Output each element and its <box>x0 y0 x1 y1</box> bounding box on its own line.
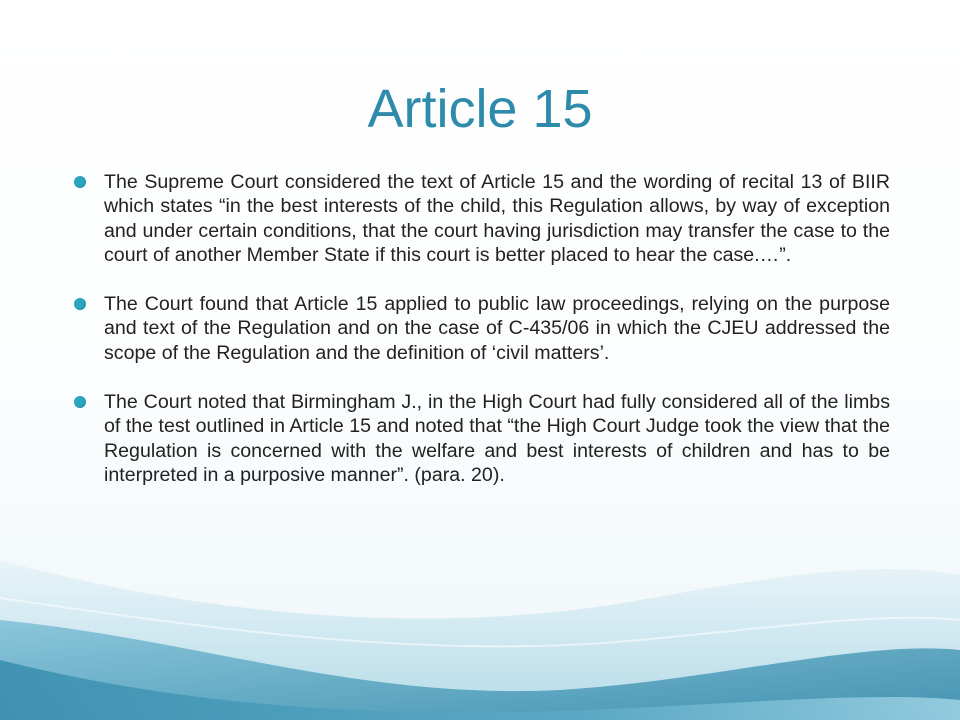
bullet-list <box>70 170 890 512</box>
bullet-dot-icon <box>74 298 86 310</box>
bullet-text: The Supreme Court considered the text of Article 15 and the wording of recital 13 of BIIR which states “in the best interests of the child, this Regulation allows, by way of exception and under certain conditions, that the court having jurisdiction may transfer the case to the court of another Member State if this court is better placed to hear the case.…”. <box>104 171 890 266</box>
bullet-item <box>70 292 890 365</box>
bullet-text: The Court found that Article 15 applied to public law proceedings, relying on the purpose and text of the Regulation and on the case of C-435/06 in which the CJEU addressed the scope of the Regulation and the definition of ‘civil matters’. <box>104 293 890 364</box>
bullet-dot-icon <box>74 396 86 408</box>
bullet-text: The Court noted that Birmingham J., in the High Court had fully considered all of the limbs of the test outlined in Article 15 and noted that “the High Court Judge took the view that the Regulation is concerned with the welfare and best interests of children and has to be interpreted in a purposive manner”. (para. 20). <box>104 391 890 486</box>
bullet-item <box>70 390 890 487</box>
bullet-dot-icon <box>74 176 86 188</box>
bullet-item <box>70 170 890 267</box>
slide-title: Article 15 <box>367 79 593 139</box>
